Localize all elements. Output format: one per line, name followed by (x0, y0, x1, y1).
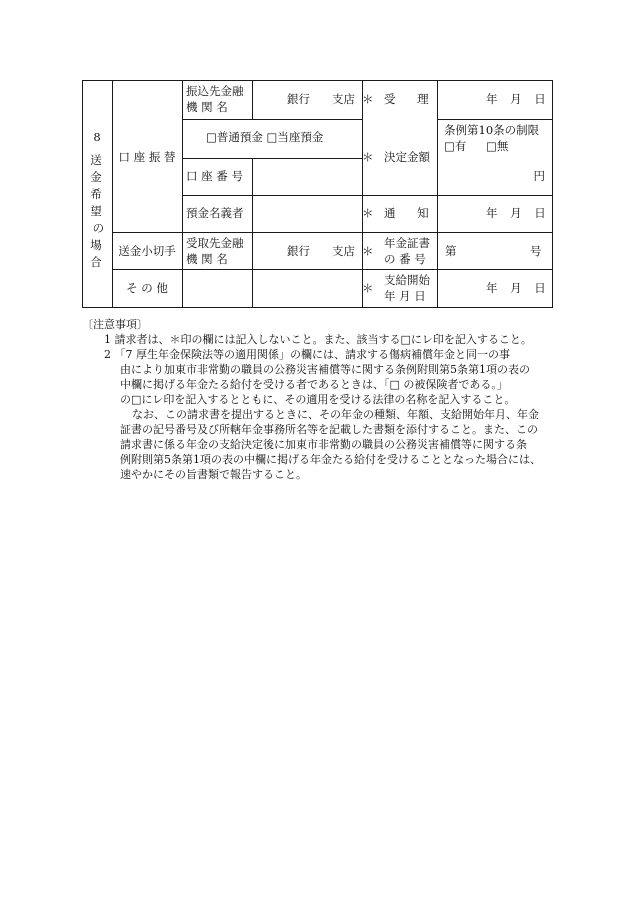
notes-line: 2 「7 厚生年金保険法等の適用関係」の欄には、請求する傷病補償年金と同一の事 (104, 348, 510, 361)
notes-line: 請求書に係る年金の支給決定後に加東市非常勤の職員の公務災害補償等に関する条 (120, 438, 527, 451)
table-col-line (112, 80, 113, 308)
jourei-limit-options: □有 □無 (444, 139, 509, 153)
table-col-line (362, 80, 363, 308)
certificate-go: 号 (530, 244, 542, 258)
table-col-line (182, 80, 183, 308)
table-col-line (437, 80, 438, 308)
branch-suffix: 支店 (332, 244, 355, 258)
tsuchi-date: 年 月 日 (486, 206, 546, 220)
table-border-right (552, 80, 553, 308)
notes-section (82, 317, 562, 482)
star-mark: ＊ (362, 281, 374, 295)
notes-line: 中欄に掲げる年金たる給付を受ける者であるときは、「□ の被保険者である。」 (120, 378, 508, 391)
remittance-form-table (0, 0, 630, 320)
section-title-vertical: 送 金 希 望 の 場 合 (90, 153, 105, 269)
table-row-line (437, 119, 552, 120)
uketori-bank-label-line1: 受取先金融 (186, 236, 244, 250)
uketori-bank-label-line2: 機 関 名 (186, 252, 228, 266)
deposit-type-checkboxes: □普通預金 □当座預金 (206, 130, 324, 144)
notes-line: 1 請求者は、＊印の欄には記入しないこと。また、該当する□にレ印を記入すること。 (104, 333, 532, 346)
star-mark: ＊ (362, 244, 374, 258)
notes-line: 速やかにその旨書類で報告すること。 (120, 468, 307, 481)
koza-furikae-label: 口 座 振 替 (118, 150, 176, 164)
table-row-line (182, 158, 362, 159)
star-mark: ＊ (362, 92, 374, 106)
section-number: 8 (93, 130, 101, 144)
account-holder-label: 預金名義者 (186, 206, 244, 220)
jourei-limit-label: 条例第10条の制限 (444, 123, 540, 137)
tsuchi-label: 通 知 (384, 206, 429, 220)
certificate-dai: 第 (445, 244, 457, 258)
table-border-top (82, 80, 552, 81)
star-mark: ＊ (362, 150, 374, 164)
table-col-line (252, 158, 253, 308)
sokin-kogitte-label: 送金小切手 (118, 244, 176, 258)
yen-unit: 円 (533, 169, 545, 183)
table-border-left (82, 80, 83, 308)
table-row-line (182, 119, 362, 120)
juri-label: 受 理 (384, 92, 429, 106)
notes-heading: 〔注意事項〕 (82, 318, 148, 331)
table-col-line (252, 80, 253, 119)
account-number-label: 口 座 番 号 (186, 169, 243, 183)
notes-line: なお、この請求書を提出するときに、その年金の種類、年額、支給開始年月、年金 (132, 408, 539, 421)
bank-suffix: 銀行 (287, 92, 310, 106)
table-row-line (182, 195, 362, 196)
bank-suffix: 銀行 (287, 244, 310, 258)
table-row-line (112, 269, 552, 270)
notes-line: 例附則第5条第1項の表の中欄に掲げる年金たる給付を受けることとなった場合には、 (120, 453, 541, 466)
notes-line: の□にレ印を記入するとともに、その適用を受ける法律の名称を記入すること。 (120, 393, 516, 406)
shikyu-kaishi-date: 年 月 日 (486, 281, 546, 295)
kettei-kingaku-label: 決定金額 (384, 150, 430, 164)
table-row-line (362, 195, 552, 196)
branch-suffix: 支店 (332, 92, 355, 106)
shikyu-kaishi-label-line1: 支給開始 (384, 273, 430, 287)
nenkin-shosho-label-line1: 年金証書 (384, 236, 430, 250)
notes-line: 証書の記号番号及び所轄年金事務所名等を記載した書類を添付すること。また、この (120, 423, 538, 436)
star-mark: ＊ (362, 206, 374, 220)
furikomi-bank-label-line2: 機 関 名 (186, 100, 228, 114)
furikomi-bank-label-line1: 振込先金融 (186, 84, 244, 98)
juri-date: 年 月 日 (486, 92, 546, 106)
nenkin-shosho-label-line2: の 番 号 (384, 252, 426, 266)
shikyu-kaishi-label-line2: 年 月 日 (384, 289, 426, 303)
table-row-line (112, 232, 552, 233)
table-border-bottom (82, 307, 552, 308)
sonota-label: そ の 他 (126, 281, 168, 295)
notes-line: 由により加東市非常勤の職員の公務災害補償等に関する条例附則第5条第1項の表の (120, 363, 530, 376)
